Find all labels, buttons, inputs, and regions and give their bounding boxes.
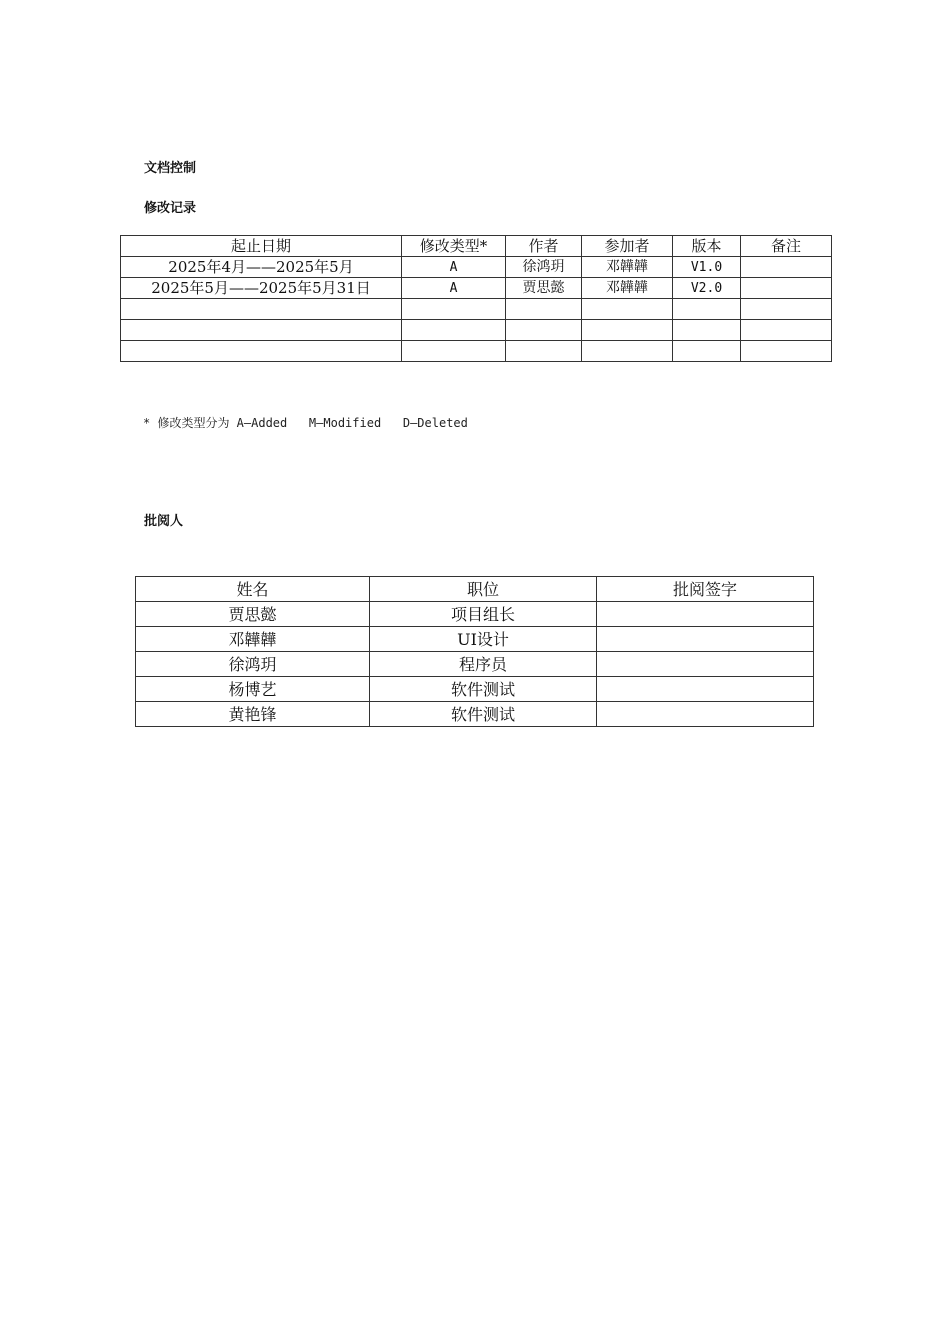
column-header: 修改类型* xyxy=(402,236,506,257)
revision-table xyxy=(120,235,832,362)
table-cell xyxy=(741,299,832,320)
signature-cell xyxy=(597,602,814,627)
revision-type-note: * 修改类型分为 A—Added M—Modified D—Deleted xyxy=(143,416,468,430)
table-cell xyxy=(673,299,741,320)
table-cell: 2025年4月——2025年5月 xyxy=(121,257,402,278)
table-row xyxy=(136,702,814,727)
reviewers-header-row xyxy=(136,577,814,602)
table-cell xyxy=(741,257,832,278)
revision-header-row xyxy=(121,236,832,257)
table-cell xyxy=(121,341,402,362)
table-cell xyxy=(673,341,741,362)
table-cell xyxy=(402,299,506,320)
table-cell: 贾思懿 xyxy=(136,602,370,627)
table-cell: 杨博艺 xyxy=(136,677,370,702)
table-cell xyxy=(582,320,673,341)
table-row xyxy=(136,652,814,677)
table-cell xyxy=(582,299,673,320)
table-cell xyxy=(506,299,582,320)
reviewers-table xyxy=(135,576,814,727)
table-row xyxy=(121,299,832,320)
table-cell xyxy=(506,341,582,362)
table-cell: 软件测试 xyxy=(370,677,597,702)
table-cell xyxy=(741,320,832,341)
table-cell xyxy=(741,278,832,299)
table-cell: 徐鸿玥 xyxy=(506,257,582,278)
signature-cell xyxy=(597,652,814,677)
table-cell: 邓韡韡 xyxy=(582,278,673,299)
table-cell: A xyxy=(402,257,506,278)
revision-record-heading: 修改记录 xyxy=(144,201,197,216)
table-cell: 邓韡韡 xyxy=(136,627,370,652)
reviewers-heading: 批阅人 xyxy=(144,514,184,529)
table-cell: 2025年5月——2025年5月31日 xyxy=(121,278,402,299)
column-header: 批阅签字 xyxy=(597,577,814,602)
table-cell: V2.0 xyxy=(673,278,741,299)
table-cell xyxy=(402,320,506,341)
signature-cell xyxy=(597,677,814,702)
column-header: 版本 xyxy=(673,236,741,257)
table-cell xyxy=(506,320,582,341)
signature-cell xyxy=(597,627,814,652)
table-row xyxy=(136,677,814,702)
table-row xyxy=(136,602,814,627)
table-cell: A xyxy=(402,278,506,299)
table-cell: 程序员 xyxy=(370,652,597,677)
table-cell xyxy=(402,341,506,362)
column-header: 作者 xyxy=(506,236,582,257)
column-header: 姓名 xyxy=(136,577,370,602)
table-row xyxy=(121,257,832,278)
column-header: 起止日期 xyxy=(121,236,402,257)
table-cell: 软件测试 xyxy=(370,702,597,727)
column-header: 参加者 xyxy=(582,236,673,257)
table-cell: 邓韡韡 xyxy=(582,257,673,278)
table-row xyxy=(121,278,832,299)
table-cell: 贾思懿 xyxy=(506,278,582,299)
signature-cell xyxy=(597,702,814,727)
table-row xyxy=(121,341,832,362)
column-header: 备注 xyxy=(741,236,832,257)
table-cell: 徐鸿玥 xyxy=(136,652,370,677)
table-cell: 黄艳锋 xyxy=(136,702,370,727)
table-cell xyxy=(673,320,741,341)
table-cell: UI设计 xyxy=(370,627,597,652)
table-row xyxy=(121,320,832,341)
table-cell xyxy=(121,320,402,341)
table-cell xyxy=(741,341,832,362)
doc-control-heading: 文档控制 xyxy=(144,161,197,176)
table-cell: 项目组长 xyxy=(370,602,597,627)
table-cell xyxy=(121,299,402,320)
table-row xyxy=(136,627,814,652)
table-cell: V1.0 xyxy=(673,257,741,278)
table-cell xyxy=(582,341,673,362)
column-header: 职位 xyxy=(370,577,597,602)
